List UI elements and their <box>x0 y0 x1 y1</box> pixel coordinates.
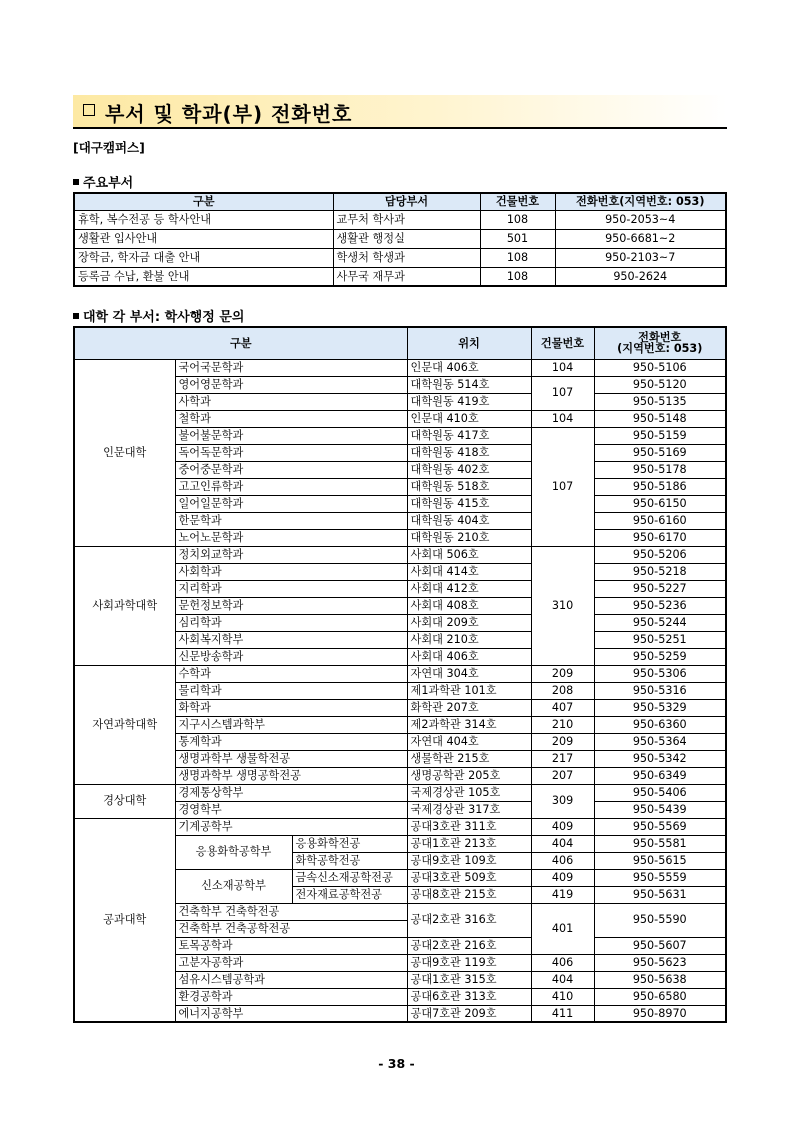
phone-cell: 950-5439 <box>594 801 726 818</box>
phone-cell: 950-5342 <box>594 750 726 767</box>
location-cell: 대학원동 419호 <box>407 393 531 410</box>
dept-cell: 고고인류학과 <box>175 478 407 495</box>
building-cell: 107 <box>531 427 594 546</box>
table-header-row <box>74 327 726 359</box>
dept-cell: 생명과학부 생물학전공 <box>175 750 407 767</box>
location-cell: 사회대 412호 <box>407 580 531 597</box>
cell: 950-2053~4 <box>555 210 726 229</box>
phone-header-line2: (지역번호: 053) <box>617 342 703 356</box>
phone-cell: 950-5259 <box>594 648 726 665</box>
header-cell: 전화번호(지역번호: 053) <box>555 193 726 210</box>
building-cell: 406 <box>531 954 594 971</box>
dept-cell: 응용화학전공 <box>292 835 407 852</box>
table-header-row <box>74 193 726 210</box>
dept-cell: 국어국문학과 <box>175 359 407 376</box>
building-cell: 401 <box>531 903 594 954</box>
building-cell: 209 <box>531 665 594 682</box>
location-cell: 대학원동 417호 <box>407 427 531 444</box>
location-cell: 공대7호관 209호 <box>407 1005 531 1022</box>
building-cell: 310 <box>531 546 594 665</box>
location-cell: 대학원동 518호 <box>407 478 531 495</box>
section-title: 대학 각 부서: 학사행정 문의 <box>83 310 245 325</box>
dept-cell: 생명과학부 생명공학전공 <box>175 767 407 784</box>
dept-cell: 철학과 <box>175 410 407 427</box>
location-cell: 사회대 406호 <box>407 648 531 665</box>
phone-cell: 950-5631 <box>594 886 726 903</box>
phone-cell: 950-8970 <box>594 1005 726 1022</box>
phone-cell: 950-6150 <box>594 495 726 512</box>
location-cell: 사회대 408호 <box>407 597 531 614</box>
location-cell: 사회대 506호 <box>407 546 531 563</box>
header-cell: 위치 <box>407 327 531 359</box>
dept-cell: 지구시스템과학부 <box>175 716 407 733</box>
phone-cell: 950-6580 <box>594 988 726 1005</box>
phone-cell: 950-6170 <box>594 529 726 546</box>
dept-cell: 사회학과 <box>175 563 407 580</box>
location-cell: 공대1호관 315호 <box>407 971 531 988</box>
location-cell: 인문대 410호 <box>407 410 531 427</box>
dept-cell: 토목공학과 <box>175 937 407 954</box>
title-bar <box>73 95 727 129</box>
dept-cell: 사학과 <box>175 393 407 410</box>
cell: 학생처 학생과 <box>333 248 480 267</box>
phone-cell: 950-5306 <box>594 665 726 682</box>
cell: 108 <box>480 248 555 267</box>
building-cell: 217 <box>531 750 594 767</box>
building-cell: 404 <box>531 971 594 988</box>
section-title: 주요부서 <box>83 176 134 191</box>
location-cell: 대학원동 210호 <box>407 529 531 546</box>
building-cell: 410 <box>531 988 594 1005</box>
building-cell: 406 <box>531 852 594 869</box>
location-cell: 대학원동 514호 <box>407 376 531 393</box>
dept-cell: 한문학과 <box>175 512 407 529</box>
cell: 사무국 재무과 <box>333 267 480 286</box>
phone-cell: 950-5186 <box>594 478 726 495</box>
page-number: - 38 - <box>378 1056 415 1071</box>
dept-cell: 일어일문학과 <box>175 495 407 512</box>
table-row <box>74 229 726 248</box>
building-cell: 209 <box>531 733 594 750</box>
location-cell: 대학원동 418호 <box>407 444 531 461</box>
college-offices-table <box>73 326 727 1023</box>
cell: 501 <box>480 229 555 248</box>
dept-cell: 수학과 <box>175 665 407 682</box>
phone-cell: 950-5607 <box>594 937 726 954</box>
table-row <box>74 267 726 286</box>
location-cell: 공대1호관 213호 <box>407 835 531 852</box>
location-cell: 화학관 207호 <box>407 699 531 716</box>
dept-cell: 독어독문학과 <box>175 444 407 461</box>
location-cell: 공대2호관 316호 <box>407 903 531 937</box>
location-cell: 생물학관 215호 <box>407 750 531 767</box>
section-heading-college-offices <box>73 306 244 325</box>
location-cell: 국제경상관 317호 <box>407 801 531 818</box>
phone-cell: 950-5106 <box>594 359 726 376</box>
phone-cell: 950-5251 <box>594 631 726 648</box>
dept-cell: 경제통상학부 <box>175 784 407 801</box>
phone-cell: 950-6360 <box>594 716 726 733</box>
dept-cell: 경영학부 <box>175 801 407 818</box>
phone-cell: 950-5244 <box>594 614 726 631</box>
phone-cell: 950-5615 <box>594 852 726 869</box>
phone-cell: 950-5406 <box>594 784 726 801</box>
dept-cell: 고분자공학과 <box>175 954 407 971</box>
location-cell: 공대9호관 119호 <box>407 954 531 971</box>
building-cell: 409 <box>531 869 594 886</box>
cell: 교무처 학사과 <box>333 210 480 229</box>
phone-cell: 950-5218 <box>594 563 726 580</box>
square-bullet-icon <box>73 313 79 319</box>
table-row <box>74 546 726 563</box>
dept-cell: 금속신소재공학전공 <box>292 869 407 886</box>
campus-label: [대구캠퍼스] <box>73 140 145 155</box>
building-cell: 104 <box>531 359 594 376</box>
phone-cell: 950-5559 <box>594 869 726 886</box>
location-cell: 사회대 210호 <box>407 631 531 648</box>
location-cell: 대학원동 402호 <box>407 461 531 478</box>
phone-cell: 950-5569 <box>594 818 726 835</box>
cell: 장학금, 학자금 대출 안내 <box>74 248 333 267</box>
college-cell: 사회과학대학 <box>74 546 175 665</box>
dept-cell: 신문방송학과 <box>175 648 407 665</box>
table-row <box>74 665 726 682</box>
phone-cell: 950-5178 <box>594 461 726 478</box>
college-cell: 경상대학 <box>74 784 175 818</box>
dept-cell: 노어노문학과 <box>175 529 407 546</box>
phone-cell: 950-5227 <box>594 580 726 597</box>
building-cell: 210 <box>531 716 594 733</box>
building-cell: 404 <box>531 835 594 852</box>
phone-cell: 950-5206 <box>594 546 726 563</box>
building-cell: 104 <box>531 410 594 427</box>
phone-cell: 950-5590 <box>594 903 726 937</box>
table-row <box>74 784 726 801</box>
table-row <box>74 818 726 835</box>
building-cell: 208 <box>531 682 594 699</box>
dept-cell: 물리학과 <box>175 682 407 699</box>
location-cell: 자연대 304호 <box>407 665 531 682</box>
building-cell: 207 <box>531 767 594 784</box>
dept-cell: 기계공학부 <box>175 818 407 835</box>
dept-cell: 불어불문학과 <box>175 427 407 444</box>
building-cell: 107 <box>531 376 594 410</box>
phone-cell: 950-5236 <box>594 597 726 614</box>
subdivision-cell: 신소재공학부 <box>175 869 292 903</box>
table-row <box>74 210 726 229</box>
cell: 950-2624 <box>555 267 726 286</box>
phone-cell: 950-5120 <box>594 376 726 393</box>
dept-cell: 심리학과 <box>175 614 407 631</box>
header-cell: 담당부서 <box>333 193 480 210</box>
dept-cell: 건축학부 건축공학전공 <box>175 920 407 937</box>
phone-cell: 950-5329 <box>594 699 726 716</box>
subdivision-cell: 응용화학공학부 <box>175 835 292 869</box>
table-row <box>74 248 726 267</box>
building-cell: 411 <box>531 1005 594 1022</box>
phone-cell: 950-5159 <box>594 427 726 444</box>
header-cell <box>594 327 726 359</box>
dept-cell: 화학과 <box>175 699 407 716</box>
cell: 생활관 행정실 <box>333 229 480 248</box>
dept-cell: 건축학부 건축학전공 <box>175 903 407 920</box>
location-cell: 제1과학관 101호 <box>407 682 531 699</box>
college-cell: 인문대학 <box>74 359 175 546</box>
dept-cell: 환경공학과 <box>175 988 407 1005</box>
dept-cell: 영어영문학과 <box>175 376 407 393</box>
main-offices-table <box>73 192 727 287</box>
cell: 950-2103~7 <box>555 248 726 267</box>
phone-cell: 950-5581 <box>594 835 726 852</box>
building-cell: 419 <box>531 886 594 903</box>
dept-cell: 정치외교학과 <box>175 546 407 563</box>
dept-cell: 통계학과 <box>175 733 407 750</box>
location-cell: 공대3호관 509호 <box>407 869 531 886</box>
location-cell: 공대6호관 313호 <box>407 988 531 1005</box>
college-cell: 공과대학 <box>74 818 175 1022</box>
cell: 등록금 수납, 환불 안내 <box>74 267 333 286</box>
location-cell: 공대2호관 216호 <box>407 937 531 954</box>
location-cell: 대학원동 415호 <box>407 495 531 512</box>
section-heading-main-offices <box>73 172 133 191</box>
location-cell: 사회대 209호 <box>407 614 531 631</box>
phone-header-line1: 전화번호 <box>638 331 682 345</box>
cell: 휴학, 복수전공 등 학사안내 <box>74 210 333 229</box>
cell: 생활관 입사안내 <box>74 229 333 248</box>
header-cell: 구분 <box>74 327 407 359</box>
location-cell: 생명공학관 205호 <box>407 767 531 784</box>
phone-cell: 950-5623 <box>594 954 726 971</box>
header-cell: 건물번호 <box>480 193 555 210</box>
header-cell: 구분 <box>74 193 333 210</box>
building-cell: 407 <box>531 699 594 716</box>
dept-cell: 섬유시스템공학과 <box>175 971 407 988</box>
location-cell: 제2과학관 314호 <box>407 716 531 733</box>
phone-cell: 950-5148 <box>594 410 726 427</box>
dept-cell: 화학공학전공 <box>292 852 407 869</box>
page-title: 부서 및 학과(부) 전화번호 <box>105 102 353 126</box>
location-cell: 공대9호관 109호 <box>407 852 531 869</box>
header-cell: 건물번호 <box>531 327 594 359</box>
building-cell: 409 <box>531 818 594 835</box>
square-bullet-icon <box>73 179 79 185</box>
cell: 108 <box>480 267 555 286</box>
dept-cell: 전자재료공학전공 <box>292 886 407 903</box>
location-cell: 자연대 404호 <box>407 733 531 750</box>
phone-cell: 950-5135 <box>594 393 726 410</box>
table-row <box>74 359 726 376</box>
dept-cell: 사회복지학부 <box>175 631 407 648</box>
college-cell: 자연과학대학 <box>74 665 175 784</box>
location-cell: 국제경상관 105호 <box>407 784 531 801</box>
dept-cell: 문헌정보학과 <box>175 597 407 614</box>
phone-cell: 950-6160 <box>594 512 726 529</box>
checkbox-square-icon <box>83 104 95 116</box>
phone-cell: 950-5638 <box>594 971 726 988</box>
building-cell: 309 <box>531 784 594 818</box>
location-cell: 공대3호관 311호 <box>407 818 531 835</box>
dept-cell: 지리학과 <box>175 580 407 597</box>
cell: 108 <box>480 210 555 229</box>
location-cell: 인문대 406호 <box>407 359 531 376</box>
phone-cell: 950-5316 <box>594 682 726 699</box>
phone-cell: 950-5364 <box>594 733 726 750</box>
dept-cell: 중어중문학과 <box>175 461 407 478</box>
cell: 950-6681~2 <box>555 229 726 248</box>
phone-cell: 950-5169 <box>594 444 726 461</box>
location-cell: 대학원동 404호 <box>407 512 531 529</box>
location-cell: 사회대 414호 <box>407 563 531 580</box>
dept-cell: 에너지공학부 <box>175 1005 407 1022</box>
location-cell: 공대8호관 215호 <box>407 886 531 903</box>
phone-cell: 950-6349 <box>594 767 726 784</box>
